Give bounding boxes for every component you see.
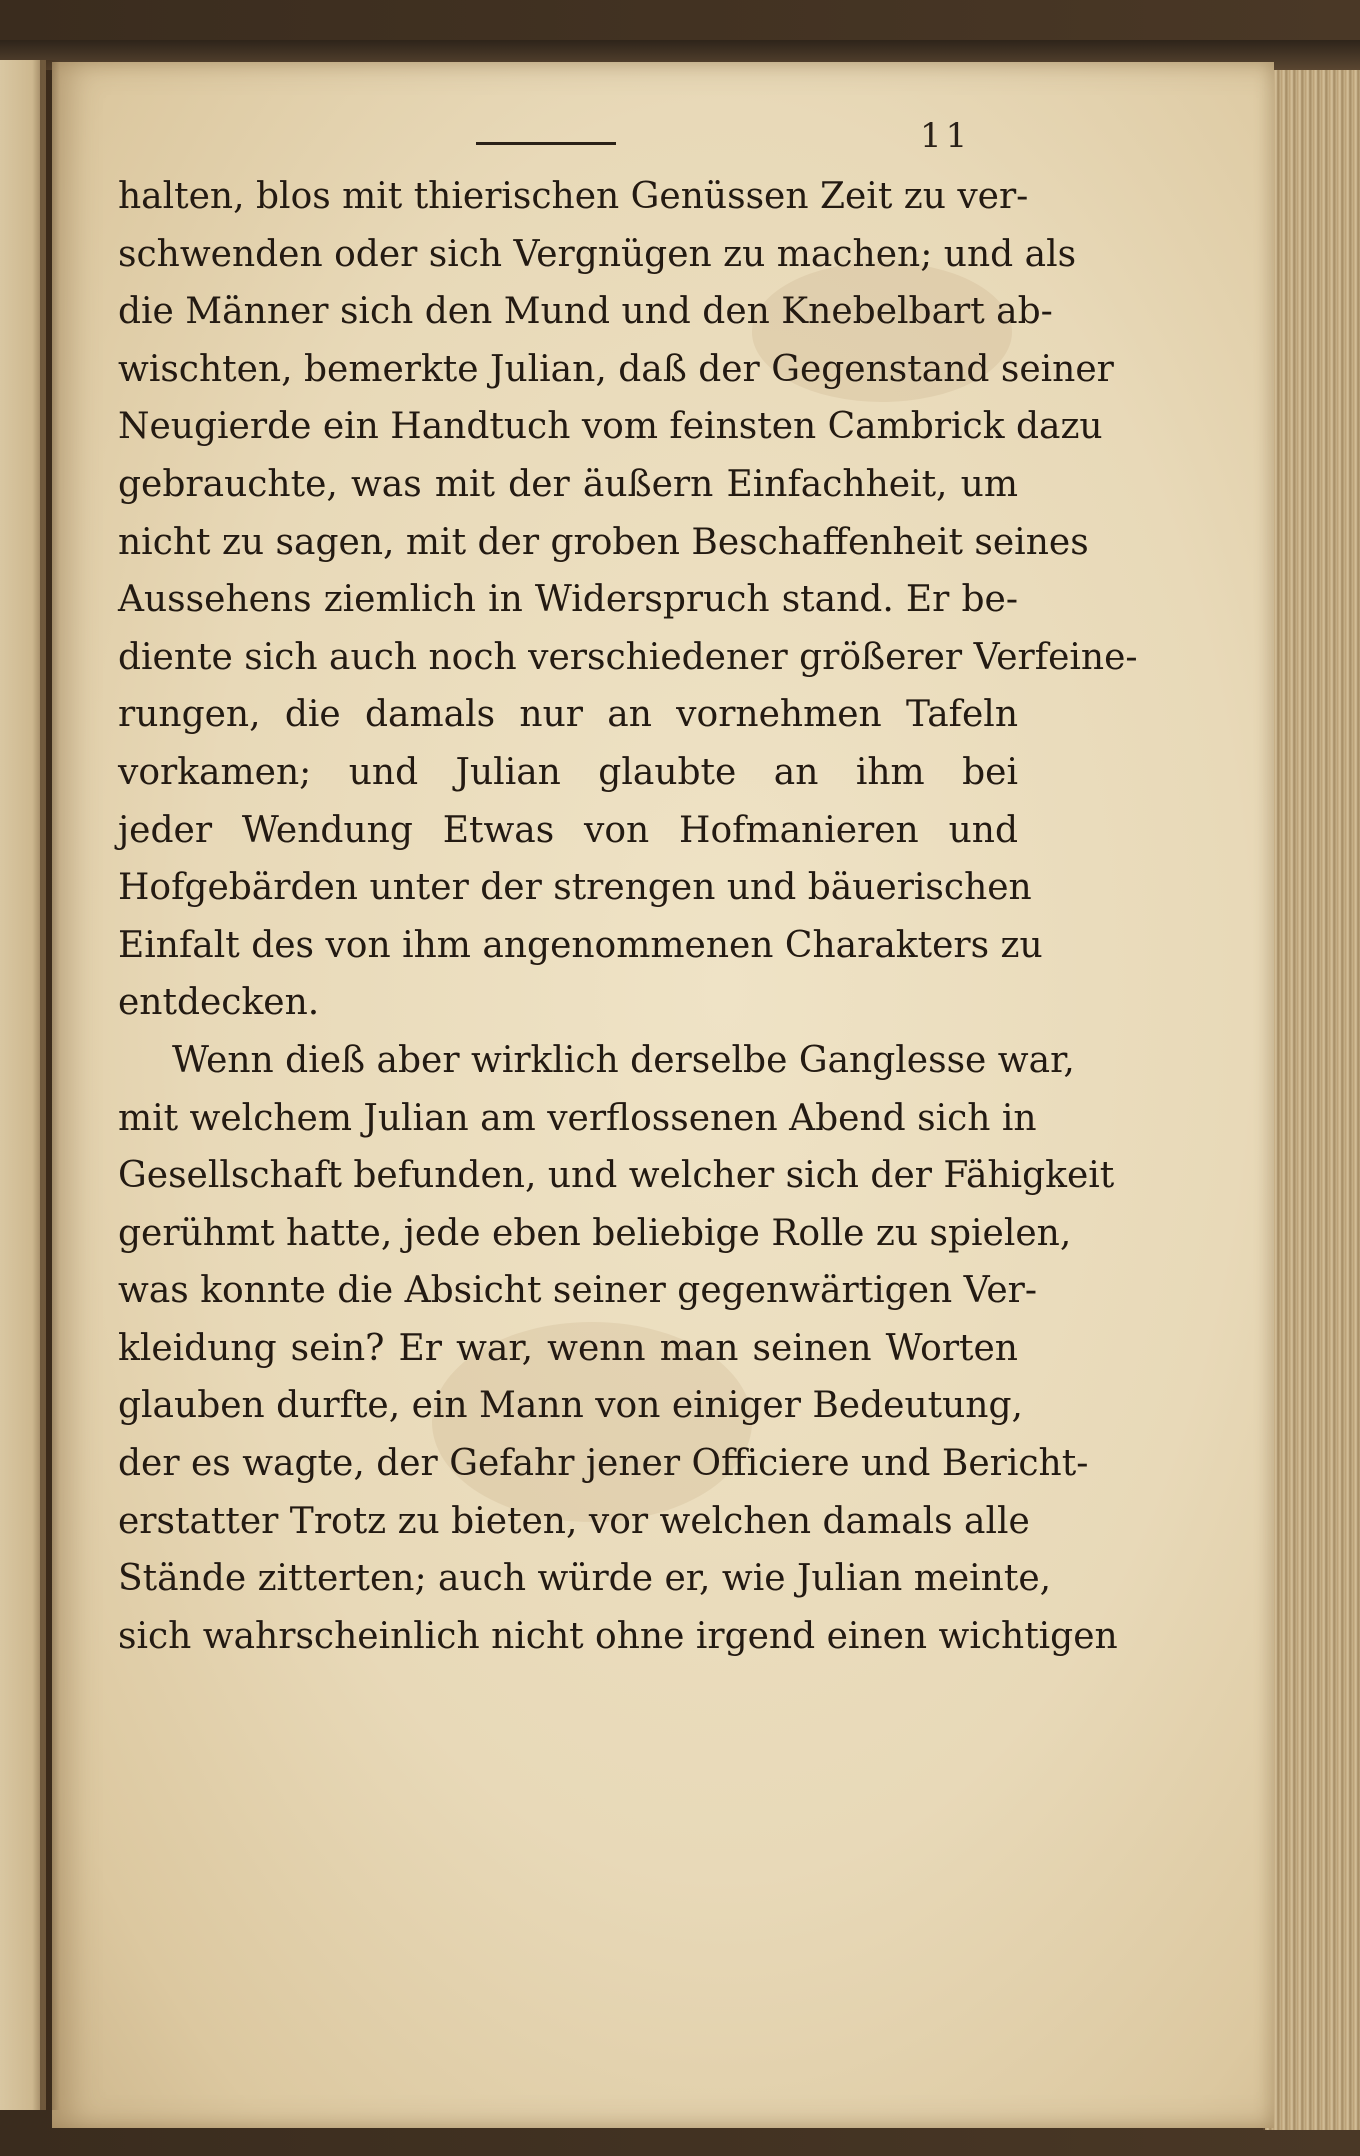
text-line: was konnte die Absicht seiner gegenwärtigen Ver- <box>118 1270 1038 1312</box>
text-line: der es wagte, der Gefahr jener Officiere und Bericht- <box>118 1443 1089 1485</box>
text-line: wischten, bemerkte Julian, daß der Gegenstand seiner <box>118 348 1114 390</box>
page-edges <box>1263 70 1360 2130</box>
text-line: vorkamen; und Julian glaubte an ihm bei <box>118 751 1018 793</box>
text-line: schwenden oder sich Vergnügen zu machen; und als <box>118 233 1077 275</box>
text-line: halten, blos mit thierischen Genüssen Zeit zu ver- <box>118 176 1029 217</box>
text-line: Stände zitterten; auch würde er, wie Julian meinte, <box>118 1558 1052 1600</box>
text-line: die Männer sich den Mund und den Knebelbart ab- <box>118 291 1053 333</box>
text-line: Hofgebärden unter der strengen und bäuerischen <box>118 867 1032 909</box>
text-line: entdecken. <box>118 982 320 1024</box>
text-line: erstatter Trotz zu bieten, vor welchen damals alle <box>118 1500 1030 1542</box>
text-line: gerühmt hatte, jede eben beliebige Rolle zu spielen, <box>118 1212 1072 1254</box>
text-line: jeder Wendung Etwas von Hofmanieren und <box>118 809 1018 851</box>
text-line: sich wahrscheinlich nicht ohne irgend einen wichtigen <box>118 1615 1118 1657</box>
text-line: nicht zu sagen, mit der groben Beschaffenheit seines <box>118 521 1089 563</box>
text-line: glauben durfte, ein Mann von einiger Bedeutung, <box>118 1385 1023 1427</box>
text-line: gebrauchte, was mit der äußern Einfachheit, um <box>118 463 1018 505</box>
body-text <box>118 168 1138 1665</box>
text-line: kleidung sein? Er war, wenn man seinen Worten <box>118 1327 1018 1369</box>
text-line: rungen, die damals nur an vornehmen Tafeln <box>118 694 1018 736</box>
spine-shadow <box>40 60 60 2110</box>
text-line: Gesellschaft befunden, und welcher sich der Fähigkeit <box>118 1155 1115 1197</box>
text-line: Aussehens ziemlich in Widerspruch stand. Er be- <box>118 579 1018 621</box>
text-line: diente sich auch noch verschiedener größerer Verfeine- <box>118 636 1138 678</box>
text-line: Wenn dieß aber wirklich derselbe Ganglesse war, <box>172 1039 1075 1081</box>
text-line: Einfalt des von ihm angenommenen Charakters zu <box>118 924 1043 966</box>
text-line: Neugierde ein Handtuch vom feinsten Cambrick dazu <box>118 406 1103 448</box>
page-number: 11 <box>920 116 972 156</box>
header-rule <box>476 142 616 145</box>
text-line: mit welchem Julian am verflossenen Abend sich in <box>118 1097 1037 1139</box>
